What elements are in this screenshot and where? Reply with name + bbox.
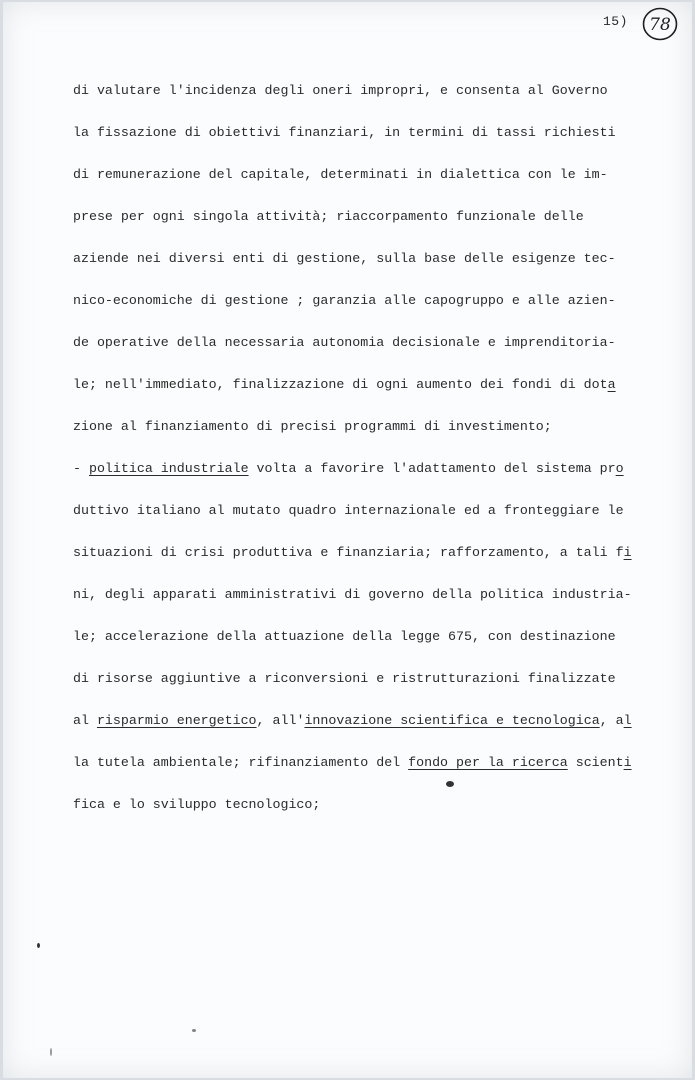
text-line <box>73 543 653 585</box>
text-line: fica e lo sviluppo tecnologico; <box>73 797 321 812</box>
ink-speck <box>50 1048 52 1056</box>
text-segment: a <box>607 377 616 392</box>
document-page <box>3 2 692 1078</box>
text-segment: i <box>623 755 632 770</box>
text-line <box>73 459 653 501</box>
text-segment: l <box>623 713 632 728</box>
text-line: di valutare l'incidenza degli oneri impropri, e consenta al Governo <box>73 83 608 98</box>
underlined-term: fondo per la ricerca <box>408 755 568 770</box>
text-line: ni, degli apparati amministrativi di governo della politica industria- <box>73 587 632 602</box>
list-dash: - <box>73 461 89 476</box>
text-segment: , all' <box>256 713 305 728</box>
text-segment: volta a favorire l'adattamento del sistema pr <box>248 461 616 476</box>
text-line: zione al finanziamento di precisi programmi di investimento; <box>73 419 552 434</box>
text-line: de operative della necessaria autonomia decisionale e imprenditoria- <box>73 335 616 350</box>
text-line: la fissazione di obiettivi finanziari, in termini di tassi richiesti <box>73 125 616 140</box>
text-segment: , a <box>599 713 624 728</box>
text-line: nico-economiche di gestione ; garanzia alle capogruppo e alle azien- <box>73 293 616 308</box>
text-segment: la tutela ambientale; rifinanziamento del <box>73 755 409 770</box>
text-line <box>73 711 653 753</box>
text-segment: situazioni di crisi produttiva e finanziaria; rafforzamento, a tali f <box>73 545 624 560</box>
text-line <box>73 375 653 417</box>
ink-speck <box>446 781 454 787</box>
underlined-term: politica industriale <box>88 461 249 476</box>
ink-speck <box>37 943 40 948</box>
text-line: prese per ogni singola attività; riaccorpamento funzionale delle <box>73 209 584 224</box>
body-text <box>73 81 653 837</box>
text-line: aziende nei diversi enti di gestione, sulla base delle esigenze tec- <box>73 251 616 266</box>
text-line <box>73 753 653 795</box>
underlined-term: innovazione scientifica e tecnologica <box>304 713 600 728</box>
text-line: duttivo italiano al mutato quadro internazionale ed a fronteggiare le <box>73 503 624 518</box>
text-line: di risorse aggiuntive a riconversioni e ristrutturazioni finalizzate <box>73 671 616 686</box>
folio-number: 78 <box>649 15 671 35</box>
text-segment: le; nell'immediato, finalizzazione di ogni aumento dei fondi di dot <box>73 377 608 392</box>
folio-stamp <box>641 6 679 42</box>
text-segment: i <box>623 545 632 560</box>
text-segment: al <box>73 713 97 728</box>
text-line: le; accelerazione della attuazione della legge 675, con destinazione <box>73 629 616 644</box>
text-line: di remunerazione del capitale, determinati in dialettica con le im- <box>73 167 608 182</box>
text-segment: scient <box>567 755 624 770</box>
text-segment: o <box>615 461 624 476</box>
underlined-term: risparmio energetico <box>96 713 257 728</box>
page-number: 15) <box>603 14 628 29</box>
ink-speck <box>192 1029 196 1032</box>
